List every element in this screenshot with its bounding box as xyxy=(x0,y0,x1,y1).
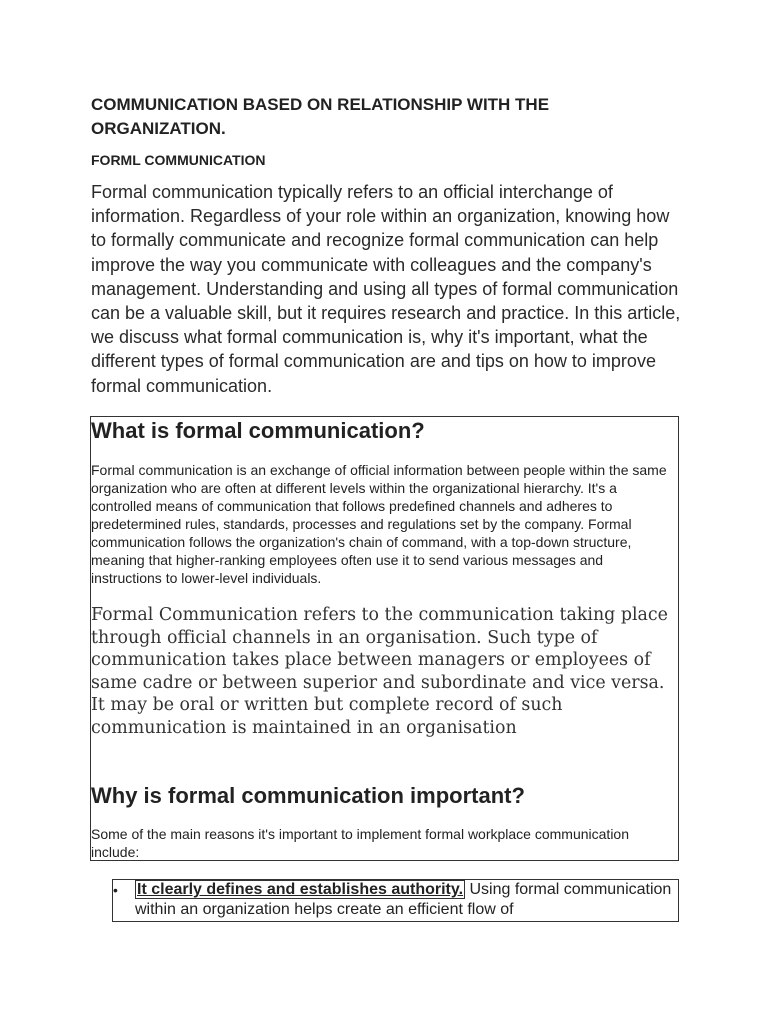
list-item xyxy=(113,880,678,920)
subheading: FORML COMMUNICATION xyxy=(91,152,266,168)
reasons-list xyxy=(113,880,678,920)
formal-communication-box xyxy=(90,416,679,861)
section-heading-why: Why is formal communication important? xyxy=(91,783,525,808)
bullet-marker: • xyxy=(113,882,118,898)
section-serif-paragraph: Formal Communication refers to the communication taking place through official channels in an organisation. Such type of communication takes place between managers or employees of same cadre or between superior and subordinate and vice versa. It may be oral or written but complete record of such communication is maintained in an organisation xyxy=(91,605,668,738)
main-heading: COMMUNICATION BASED ON RELATIONSHIP WITH THE ORGANIZATION. xyxy=(91,95,550,138)
section-paragraph-what: Formal communication is an exchange of official information between people within the same organization who are often at different levels within the organizational hierarchy. It's a controlled means of communication that follows predefined channels and adheres to predetermined rules, standards, processes and regulations set by the company. Formal communication follows the organization's chain of command, with a top-down structure, meaning that higher-ranking employees often use it to send various messages and instructions to lower-level individuals. xyxy=(91,462,667,586)
section-paragraph-why: Some of the main reasons it's important to implement formal workplace communication include: xyxy=(91,826,630,860)
reasons-list-box xyxy=(112,879,679,922)
section-heading-what: What is formal communication? xyxy=(91,418,425,443)
intro-paragraph: Formal communication typically refers to an official interchange of information. Regardless of your role within an organization, knowing how to formally communicate and recognize formal communication can help improve the way you communicate with colleagues and the company's management. Understanding and using all types of formal communication can be a valuable skill, but it requires research and practice. In this article, we discuss what formal communication is, why it's important, what the different types of formal communication are and tips on how to improve formal communication. xyxy=(91,182,681,396)
list-item-lead: It clearly defines and establishes authority. xyxy=(137,881,464,898)
list-item-text: Using formal communication within an organization helps create an efficient flow of xyxy=(135,881,672,918)
